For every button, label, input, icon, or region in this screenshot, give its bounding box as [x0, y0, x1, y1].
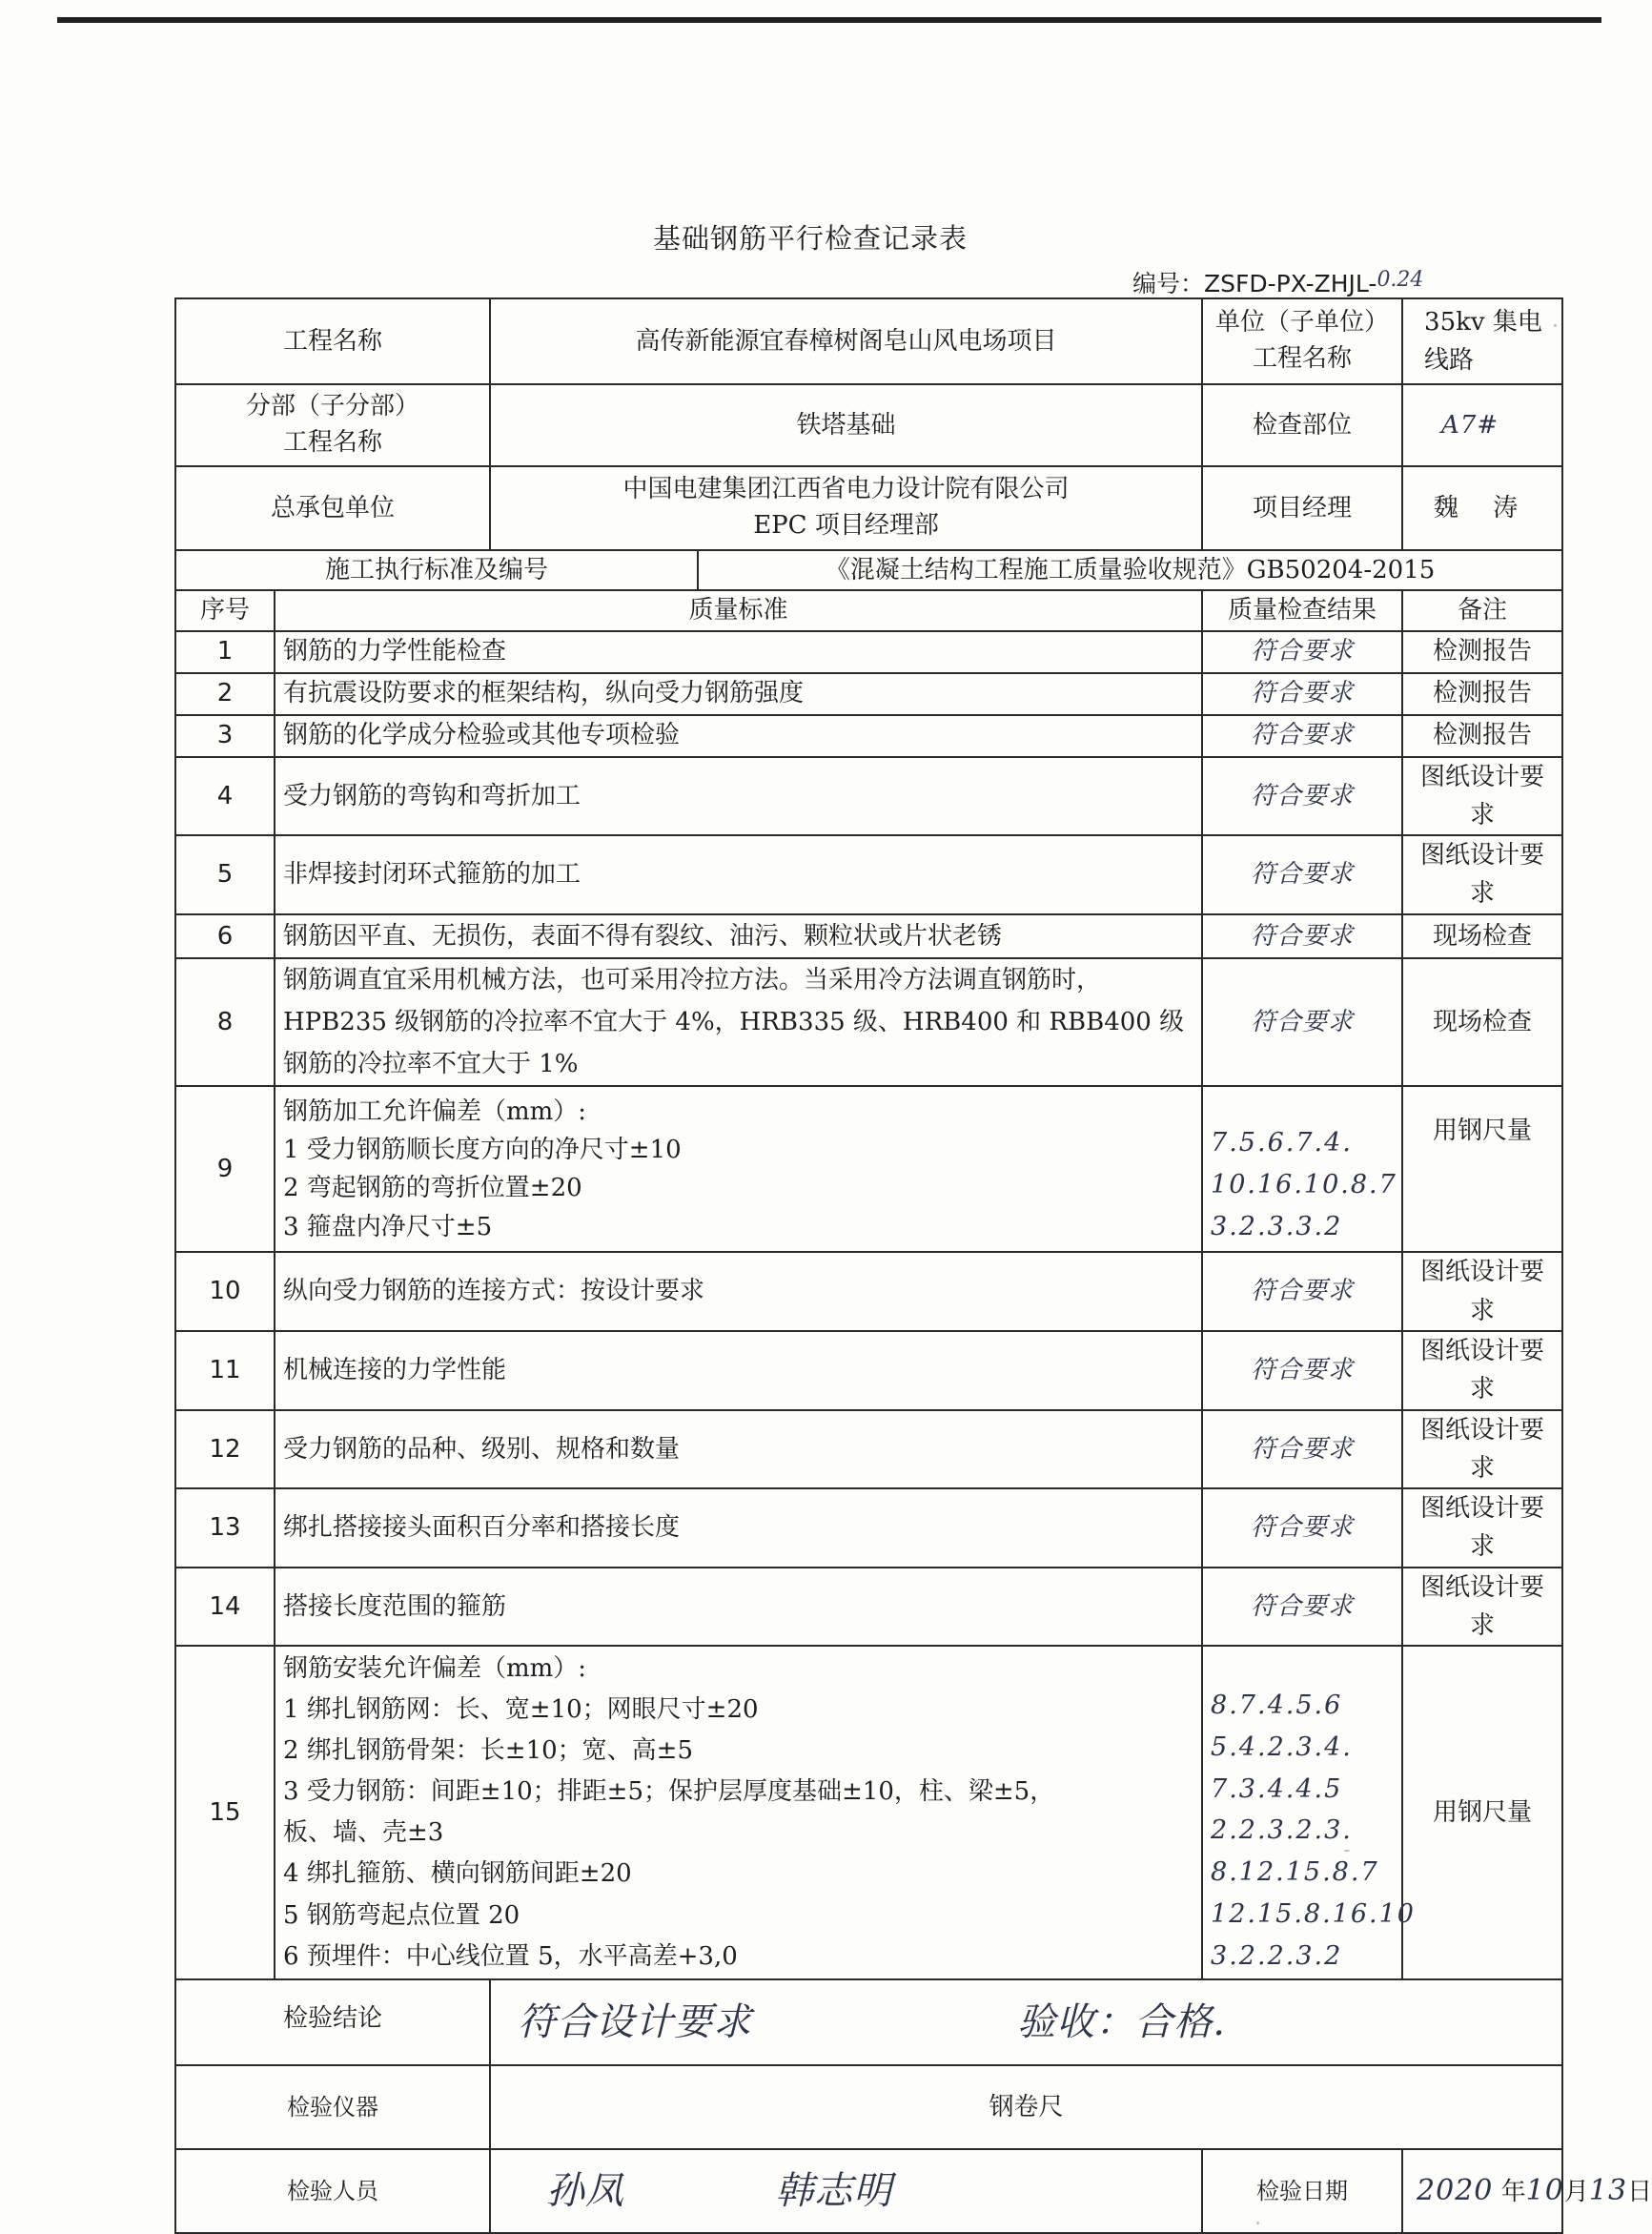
standard-label: 施工执行标准及编号 [175, 550, 698, 590]
conclusion-label: 检验结论 [175, 1979, 490, 2065]
measurement: 8.7.4.5.6 [1211, 1691, 1343, 1721]
row-measurements [1202, 1086, 1402, 1252]
row-remark: 图纸设计要求 [1402, 1568, 1562, 1647]
unit-name-value: 35kv 集电线路 [1402, 298, 1562, 384]
inspector-signature-2: 韩志明 [775, 2169, 893, 2214]
unit-name-label: 单位（子单位） 工程名称 [1202, 298, 1402, 384]
row-standard: 机械连接的力学性能 [275, 1331, 1202, 1410]
row-no: 4 [175, 757, 275, 836]
row-standard: 非焊接封闭环式箍筋的加工 [275, 835, 1202, 914]
row-remark: 用钢尺量 [1402, 1086, 1562, 1252]
date-month-char: 月 [1563, 2178, 1589, 2207]
list-item: 3 箍盘内净尺寸±5 [283, 1212, 493, 1241]
project-name-value: 高传新能源宜春樟树阁皂山风电场项目 [490, 298, 1202, 384]
row-standard: 受力钢筋的品种、级别、规格和数量 [275, 1410, 1202, 1489]
row-no: 1 [175, 631, 275, 673]
table-row [175, 715, 1562, 757]
row-result: 符合要求 [1202, 914, 1402, 958]
table-row [175, 1568, 1562, 1647]
row-no: 9 [175, 1086, 275, 1252]
measurement: 5.4.2.3.4. [1211, 1732, 1353, 1762]
row-remark: 图纸设计要求 [1402, 1252, 1562, 1331]
list-item: 4 绑扎箍筋、横向钢筋间距±20 [283, 1859, 632, 1889]
list-item: 板、墙、壳±3 [283, 1818, 444, 1848]
header-quality-standard: 质量标准 [275, 590, 1202, 630]
acceptance-handwritten: 验收：合格. [1017, 2000, 1226, 2045]
document-code-handwritten: 0.24 [1377, 268, 1424, 292]
header-result: 质量检查结果 [1202, 590, 1402, 630]
contractor-label: 总承包单位 [175, 466, 490, 550]
row-measurements [1202, 1646, 1416, 1979]
inspector-signatures [490, 2149, 1202, 2233]
row-remark: 图纸设计要求 [1402, 757, 1562, 836]
row-standard: 钢筋调直宜采用机械方法，也可采用冷拉方法。当采用冷方法调直钢筋时，HPB235 级钢筋的冷拉率不宜大于 4%，HRB335 级、HRB400 和 RBB400 级钢筋的冷拉率不宜大于 1% [275, 958, 1202, 1087]
list-item: 2 绑扎钢筋骨架：长±10；宽、高±5 [283, 1736, 694, 1765]
inspection-date-value [1402, 2149, 1652, 2233]
row-result: 符合要求 [1202, 1252, 1402, 1331]
standard-value: 《混凝土结构工程施工质量验收规范》GB50204-2015 [698, 550, 1562, 590]
row-standard-list [275, 1086, 1202, 1252]
row-standard: 纵向受力钢筋的连接方式：按设计要求 [275, 1252, 1202, 1331]
scan-edge-bar [57, 17, 1601, 23]
table-row [175, 958, 1562, 1087]
row-remark: 现场检查 [1402, 958, 1562, 1087]
list-item: 1 受力钢筋顺长度方向的净尺寸±10 [283, 1136, 682, 1165]
row-result: 符合要求 [1202, 958, 1402, 1087]
document-code [1132, 265, 1423, 299]
document-code-label: 编号：ZSFD-PX-ZHJL- [1132, 270, 1377, 297]
row-standard: 钢筋的力学性能检查 [275, 631, 1202, 673]
list-item: 3 受力钢筋：间距±10；排距±5；保护层厚度基础±10，柱、梁±5， [283, 1777, 1055, 1807]
measurement: 3.2.3.3.2 [1211, 1211, 1343, 1241]
row-standard: 搭接长度范围的箍筋 [275, 1568, 1202, 1647]
row-standard: 钢筋的化学成分检验或其他专项检验 [275, 715, 1202, 757]
list-item: 钢筋加工允许偏差（mm）: [283, 1097, 587, 1126]
row-remark: 图纸设计要求 [1402, 835, 1562, 914]
row-remark: 用钢尺量 [1402, 1646, 1562, 1979]
measurement: 8.12.15.8.7 [1211, 1857, 1379, 1888]
project-name-label: 工程名称 [175, 298, 490, 384]
measurement: 3.2.2.3.2 [1211, 1940, 1343, 1971]
scan-speck [1344, 1850, 1350, 1852]
date-year: 2020 [1417, 2174, 1494, 2208]
row-remark: 检测报告 [1402, 631, 1562, 673]
list-item: 6 预埋件：中心线位置 5，水平高差+3,0 [283, 1941, 738, 1971]
row-result: 符合要求 [1202, 1568, 1402, 1647]
list-item: 1 绑扎钢筋网：长、宽±10；网眼尺寸±20 [283, 1694, 759, 1724]
inspection-date-label: 检验日期 [1202, 2149, 1402, 2233]
list-item: 钢筋安装允许偏差（mm）: [283, 1653, 587, 1683]
row-no: 8 [175, 958, 275, 1087]
row-standard: 有抗震设防要求的框架结构，纵向受力钢筋强度 [275, 673, 1202, 715]
table-row [175, 757, 1562, 836]
row-no: 3 [175, 715, 275, 757]
row-result: 符合要求 [1202, 1488, 1402, 1568]
table-row [175, 673, 1562, 715]
row-result: 符合要求 [1202, 835, 1402, 914]
table-row [175, 835, 1562, 914]
inspection-part-label: 检查部位 [1202, 384, 1402, 466]
table-row [175, 914, 1562, 958]
inspection-part-value: A7# [1402, 384, 1562, 466]
scan-speck [1554, 324, 1557, 327]
row-standard: 绑扎搭接接头面积百分率和搭接长度 [275, 1488, 1202, 1568]
table-row [175, 631, 1562, 673]
row-result: 符合要求 [1202, 757, 1402, 836]
row-no: 11 [175, 1331, 275, 1410]
row-remark: 图纸设计要求 [1402, 1331, 1562, 1410]
row-standard: 受力钢筋的弯钩和弯折加工 [275, 757, 1202, 836]
page-title: 基础钢筋平行检查记录表 [652, 222, 968, 255]
row-no: 14 [175, 1568, 275, 1647]
row-no: 5 [175, 835, 275, 914]
measurement: 2.2.3.2.3. [1211, 1815, 1353, 1846]
instrument-label: 检验仪器 [175, 2065, 490, 2149]
header-no: 序号 [175, 590, 275, 630]
row-remark: 图纸设计要求 [1402, 1410, 1562, 1489]
project-manager-value: 魏 涛 [1402, 466, 1562, 550]
row-result: 符合要求 [1202, 631, 1402, 673]
row-remark: 现场检查 [1402, 914, 1562, 958]
header-remark: 备注 [1402, 590, 1562, 630]
row-result: 符合要求 [1202, 715, 1402, 757]
date-day: 13 [1588, 2174, 1628, 2208]
table-row [175, 1331, 1562, 1410]
sub-project-value: 铁塔基础 [490, 384, 1202, 466]
table-row [175, 1646, 1562, 1979]
conclusion-value [490, 1979, 1562, 2065]
scan-speck [1256, 2222, 1259, 2224]
inspector-label: 检验人员 [175, 2149, 490, 2233]
table-row [175, 1086, 1562, 1252]
measurement: 7.3.4.4.5 [1211, 1773, 1343, 1804]
date-year-char: 年 [1500, 2178, 1526, 2207]
table-row [175, 1410, 1562, 1489]
row-result: 符合要求 [1202, 673, 1402, 715]
list-item: 5 钢筋弯起点位置 20 [283, 1900, 520, 1930]
inspector-signature-1: 孙凤 [546, 2169, 625, 2214]
measurement: 12.15.8.16.10 [1211, 1898, 1416, 1929]
row-no: 10 [175, 1252, 275, 1331]
project-manager-label: 项目经理 [1202, 466, 1402, 550]
row-no: 6 [175, 914, 275, 958]
row-no: 2 [175, 673, 275, 715]
sub-project-label: 分部（子分部） 工程名称 [175, 384, 490, 466]
row-standard-list [275, 1646, 1202, 1979]
row-result: 符合要求 [1202, 1410, 1402, 1489]
measurement: 10.16.10.8.7 [1211, 1169, 1397, 1199]
row-remark: 检测报告 [1402, 715, 1562, 757]
inspection-table [174, 297, 1652, 2234]
date-day-char: 日 [1627, 2178, 1652, 2207]
instrument-value: 钢卷尺 [490, 2065, 1562, 2149]
row-result: 符合要求 [1202, 1331, 1402, 1410]
row-remark: 图纸设计要求 [1402, 1488, 1562, 1568]
date-month: 10 [1525, 2174, 1564, 2208]
row-remark: 检测报告 [1402, 673, 1562, 715]
contractor-value: 中国电建集团江西省电力设计院有限公司 EPC 项目经理部 [490, 466, 1202, 550]
table-row [175, 1252, 1562, 1331]
conclusion-handwritten: 符合设计要求 [518, 2000, 753, 2045]
row-standard: 钢筋因平直、无损伤，表面不得有裂纹、油污、颗粒状或片状老锈 [275, 914, 1202, 958]
list-item: 2 弯起钢筋的弯折位置±20 [283, 1174, 582, 1203]
row-no: 15 [175, 1646, 275, 1979]
table-row [175, 1488, 1562, 1568]
row-no: 12 [175, 1410, 275, 1489]
measurement: 7.5.6.7.4. [1211, 1128, 1353, 1158]
row-no: 13 [175, 1488, 275, 1568]
